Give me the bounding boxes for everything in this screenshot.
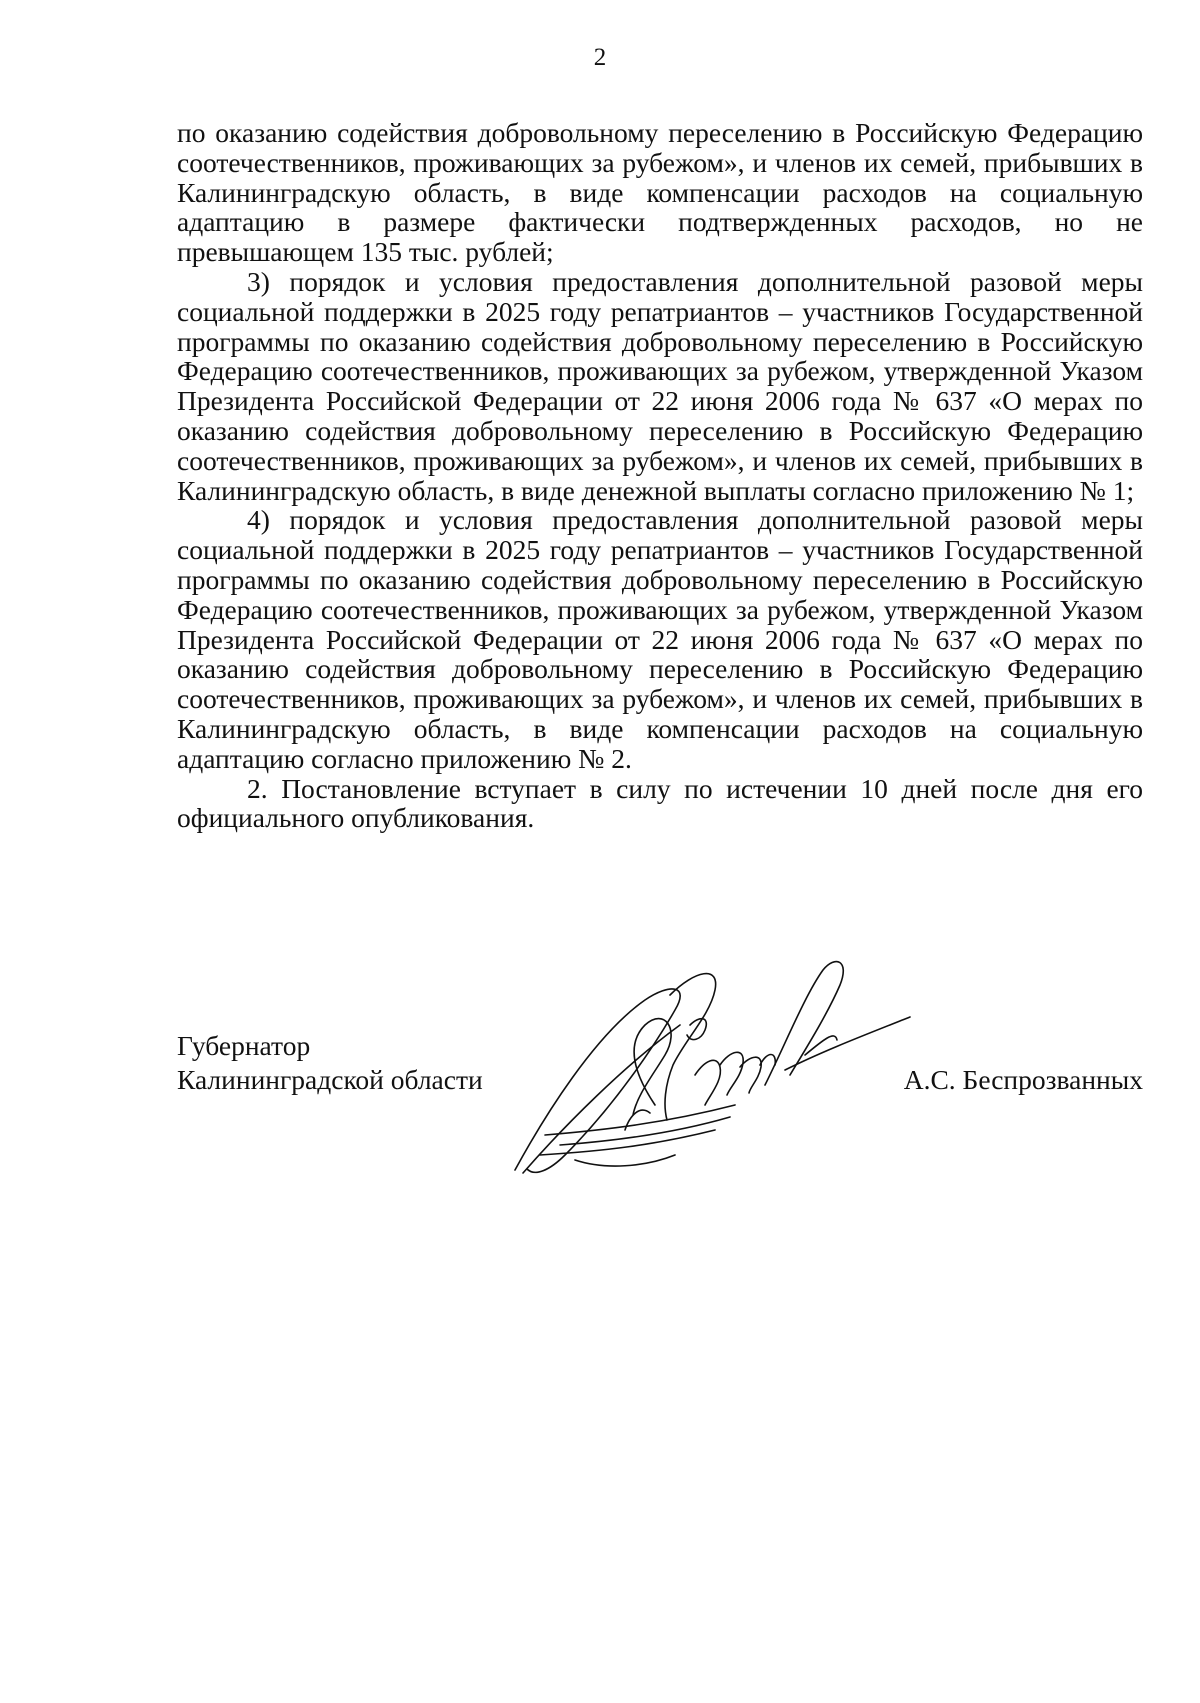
paragraph-item-4: 4) порядок и условия предоставления дополнительной разовой меры социальной поддержки в 2025 году репатриантов – участников Государственной программы по оказанию содействия добровольному переселению в Российскую Федерацию соотечественников, проживающих за рубежом, утвержденной Указом Президента Российской Федерации от 22 июня 2006 года № 637 «О мерах по оказанию содействия добровольному переселению в Российскую Федерацию соотечественников, проживающих за рубежом», и членов их семей, прибывших в Калининградскую область, в виде компенсации расходов на социальную адаптацию согласно приложению № 2.: [177, 504, 1143, 774]
signatory-position-line1: Губернатор: [177, 1030, 311, 1061]
document-body: [177, 118, 1143, 833]
signatory-name: А.С. Беспрозванных: [903, 1064, 1143, 1095]
paragraph-continuation: по оказанию содействия добровольному переселению в Российскую Федерацию соотечественников, проживающих за рубежом», и членов их семей, прибывших в Калининградскую область, в виде компенсации расходов на социальную адаптацию в размере фактически подтвержденных расходов, но не превышающем 135 тыс. рублей;: [177, 117, 1143, 268]
paragraph-clause-2: 2. Постановление вступает в силу по истечении 10 дней после дня его официального опубликования.: [177, 772, 1143, 834]
handwritten-signature: [505, 955, 925, 1180]
paragraph-item-3: 3) порядок и условия предоставления дополнительной разовой меры социальной поддержки в 2025 году репатриантов – участников Государственной программы по оказанию содействия добровольному переселению в Российскую Федерацию соотечественников, проживающих за рубежом, утвержденной Указом Президента Российской Федерации от 22 июня 2006 года № 637 «О мерах по оказанию содействия добровольному переселению в Российскую Федерацию соотечественников, проживающих за рубежом», и членов их семей, прибывших в Калининградскую область, в виде денежной выплаты согласно приложению № 1;: [177, 265, 1143, 506]
signatory-position-line2: Калининградской области: [177, 1064, 483, 1095]
signatory-position: [177, 1029, 483, 1097]
page-number: 2: [593, 44, 607, 71]
